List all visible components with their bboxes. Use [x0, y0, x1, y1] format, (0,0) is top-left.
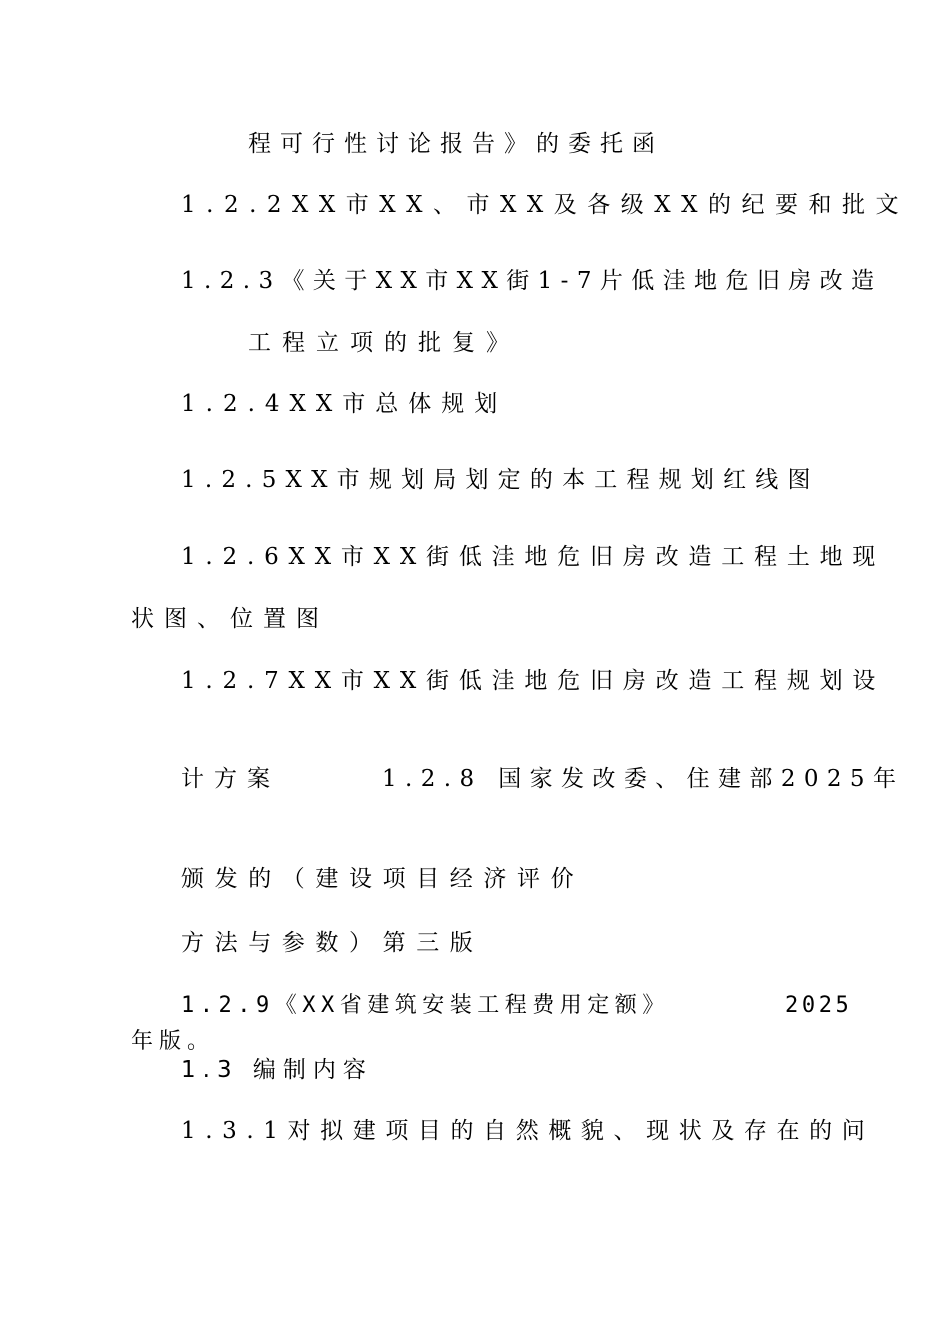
section-heading-1-3: 1.3 编制内容	[181, 1057, 373, 1083]
list-item-1-2-5: 1.2.5XX市规划局划定的本工程规划红线图	[181, 467, 820, 493]
list-item-1-2-6: 1.2.6XX市XX街低洼地危旧房改造工程土地现	[181, 544, 886, 570]
list-item-1-2-9: 1.2.9《XX省建筑安装工程费用定额》	[181, 993, 670, 1018]
list-item-1-2-9-year: 2025	[785, 993, 853, 1018]
list-item-1-2-4: 1.2.4XX市总体规划	[181, 391, 508, 417]
list-item-1-2-3: 1.2.3《关于XX市XX街1-7片低洼地危旧房改造	[181, 268, 883, 294]
text-line-10	[181, 764, 280, 794]
list-item-1-2-7-continuation: 计方案	[181, 766, 280, 792]
list-item-1-2-9-continuation: 年版。	[131, 1029, 216, 1054]
list-item-1-2-3-continuation: 工程立项的批复》	[248, 330, 520, 356]
list-item-1-3-1: 1.3.1对拟建项目的自然概貌、现状及存在的问	[181, 1118, 875, 1144]
list-item-1-2-7: 1.2.7XX市XX街低洼地危旧房改造工程规划设	[181, 668, 886, 694]
list-item-1-2-8: 1.2.8 国家发改委、住建部2025年	[382, 766, 905, 792]
list-item-1-2-6-continuation: 状图、位置图	[131, 606, 329, 632]
list-item-1-2-8-continuation-2: 方法与参数）第三版	[181, 930, 484, 956]
list-item-1-2-8-continuation-1: 颁发的（建设项目经济评价	[181, 866, 585, 892]
list-item-1-2-2: 1.2.2XX市XX、市XX及各级XX的纪要和批文	[181, 192, 910, 218]
text-line-1: 程可行性讨论报告》的委托函	[248, 131, 664, 157]
